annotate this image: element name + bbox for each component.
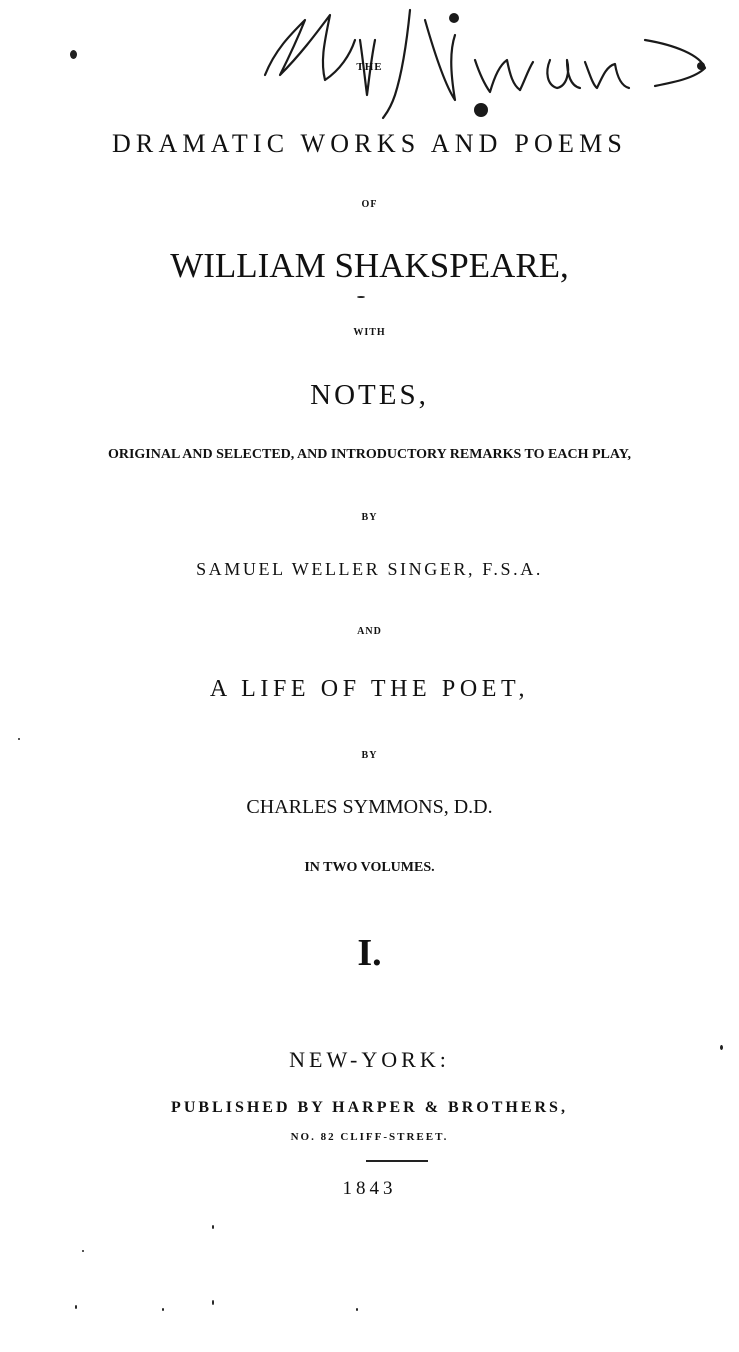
biographer-name: CHARLES SYMMONS, D.D. [246, 796, 493, 818]
ink-speck [18, 738, 20, 740]
main-title: DRAMATIC WORKS AND POEMS [111, 129, 628, 158]
with-label: WITH [353, 327, 386, 338]
the-label: THE [356, 61, 383, 73]
publisher: PUBLISHED BY HARPER & BROTHERS, [171, 1099, 568, 1116]
publication-city: NEW-YORK: [289, 1047, 450, 1072]
by-label-2: BY [361, 750, 378, 761]
ink-speck [70, 50, 77, 59]
volume-count: IN TWO VOLUMES. [304, 860, 435, 875]
ink-speck [75, 1305, 77, 1309]
life-of-poet: A LIFE OF THE POET, [209, 676, 530, 702]
publisher-address: NO. 82 CLIFF-STREET. [290, 1131, 449, 1143]
notes-description: ORIGINAL AND SELECTED, AND INTRODUCTORY REMARKS TO EACH PLAY, [107, 447, 632, 462]
and-label: AND [357, 626, 382, 637]
ink-speck [212, 1300, 214, 1305]
notes-heading: NOTES, [310, 379, 429, 411]
author-name: WILLIAM SHAKSPEARE, [170, 246, 569, 285]
volume-number: I. [357, 932, 382, 974]
editor-name: SAMUEL WELLER SINGER, F.S.A. [196, 559, 543, 579]
ink-speck [356, 1308, 358, 1311]
ink-speck [357, 296, 365, 298]
publication-year: 1843 [342, 1178, 397, 1199]
of-label: OF [361, 199, 378, 210]
divider-rule [366, 1160, 428, 1162]
ink-speck [212, 1225, 214, 1229]
by-label-1: BY [361, 512, 378, 523]
ink-speck [162, 1308, 164, 1311]
ink-speck [720, 1045, 723, 1050]
ink-speck [82, 1250, 84, 1252]
